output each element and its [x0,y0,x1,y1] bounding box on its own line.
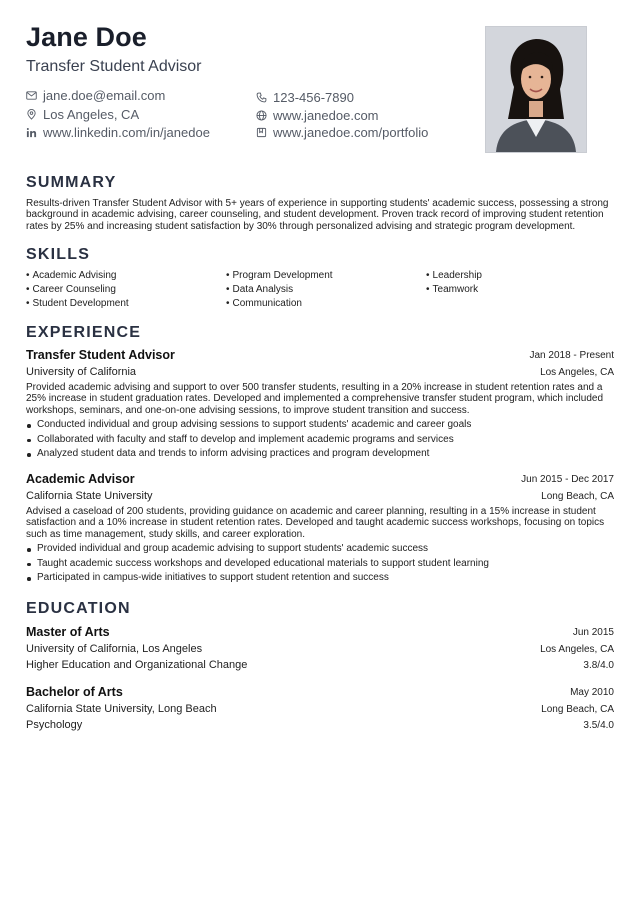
linkedin-icon [26,127,37,138]
job-bullets [26,542,616,586]
section-title-experience: EXPERIENCE [26,324,142,341]
profile-photo [485,26,587,153]
contact-phone[interactable] [256,90,354,105]
portfolio-icon [256,127,267,138]
candidate-name: Jane Doe [26,22,147,52]
job-description: Advised a caseload of 200 students, providing guidance on academic and career planning, resulting in a 15% increase in student satisfaction and a 10% increase in student retention rates. Developed and taught academic success workshops, focusing on topics such as time management, study skills, and career exploration. [26,506,605,540]
location-pin-icon [26,109,37,120]
education-field: Higher Education and Organizational Change [26,659,248,671]
section-title-skills: SKILLS [26,246,91,263]
candidate-title: Transfer Student Advisor [26,58,202,75]
contact-location-text: Los Angeles, CA [43,107,140,122]
globe-icon [256,110,267,121]
skill-item: • Data Analysis [226,284,426,295]
section-title-education: EDUCATION [26,600,131,617]
skill-item: • Communication [226,298,426,309]
job-bullets [26,418,616,462]
skills-list [26,270,616,309]
contact-website[interactable] [256,108,379,123]
job-organization: University of California [26,366,137,378]
job-dates: Jan 2018 - Present [529,350,614,361]
job-location: Los Angeles, CA [540,367,614,378]
job-dates: Jun 2015 - Dec 2017 [521,474,614,485]
contact-website-text: www.janedoe.com [273,108,379,123]
phone-icon [256,92,267,103]
education-field: Psychology [26,719,83,731]
job-title: Academic Advisor [26,472,135,486]
skill-item: • Career Counseling [26,284,226,295]
education-gpa: 3.8/4.0 [583,660,614,671]
job-title: Transfer Student Advisor [26,348,175,362]
list-item: Analyzed student data and trends to inform advising practices and program development [26,447,616,462]
education-degree: Master of Arts [26,625,110,639]
education-school: University of California, Los Angeles [26,643,203,655]
contact-email[interactable] [26,88,165,103]
contact-location [26,107,139,122]
education-degree: Bachelor of Arts [26,685,123,699]
skill-item: • Program Development [226,270,426,281]
list-item: Collaborated with faculty and staff to develop and implement academic programs and services [26,433,616,448]
education-location: Los Angeles, CA [540,644,614,655]
education-date: May 2010 [570,687,614,698]
skill-item: • Leadership [426,270,616,281]
list-item: Taught academic success workshops and developed educational materials to support student learning [26,557,616,572]
list-item: Conducted individual and group advising sessions to support students' academic and career goals [26,418,616,433]
skill-item: • Student Development [26,298,226,309]
summary-text: Results-driven Transfer Student Advisor with 5+ years of experience in supporting students' academic success, possessing a strong background in academic advising, career counseling, and student development. Proven track record of improving student retention rates by 25% and increasing student satisfaction by 30% through personalized advising and strategic program development. [26,198,609,232]
contact-portfolio-text: www.janedoe.com/portfolio [273,125,429,140]
list-item: Participated in campus-wide initiatives to support student retention and success [26,571,616,586]
contact-email-text: jane.doe@email.com [43,88,166,103]
contact-portfolio[interactable] [256,125,428,140]
education-location: Long Beach, CA [541,704,614,715]
contact-linkedin-text: www.linkedin.com/in/janedoe [43,125,210,140]
education-date: Jun 2015 [572,627,614,638]
education-gpa: 3.5/4.0 [583,720,614,731]
skill-item: • Teamwork [426,284,616,295]
list-item: Provided individual and group academic advising to support students' academic success [26,542,616,557]
mail-icon [26,90,37,101]
section-title-summary: SUMMARY [26,174,117,191]
job-organization: California State University [26,490,153,502]
job-description: Provided academic advising and support to over 500 transfer students, resulting in a 20% increase in student retention rates and a 25% increase in student graduation rates. Developed and implemented a comprehensive transfer student program, which included workshops, seminars, and one-on-one advising sessions, to improve student transition and success. [26,382,604,416]
contact-phone-text: 123-456-7890 [273,90,354,105]
education-school: California State University, Long Beach [26,703,217,715]
job-location: Long Beach, CA [541,491,614,502]
skill-item: • Academic Advising [26,270,226,281]
contact-linkedin[interactable] [26,125,210,140]
